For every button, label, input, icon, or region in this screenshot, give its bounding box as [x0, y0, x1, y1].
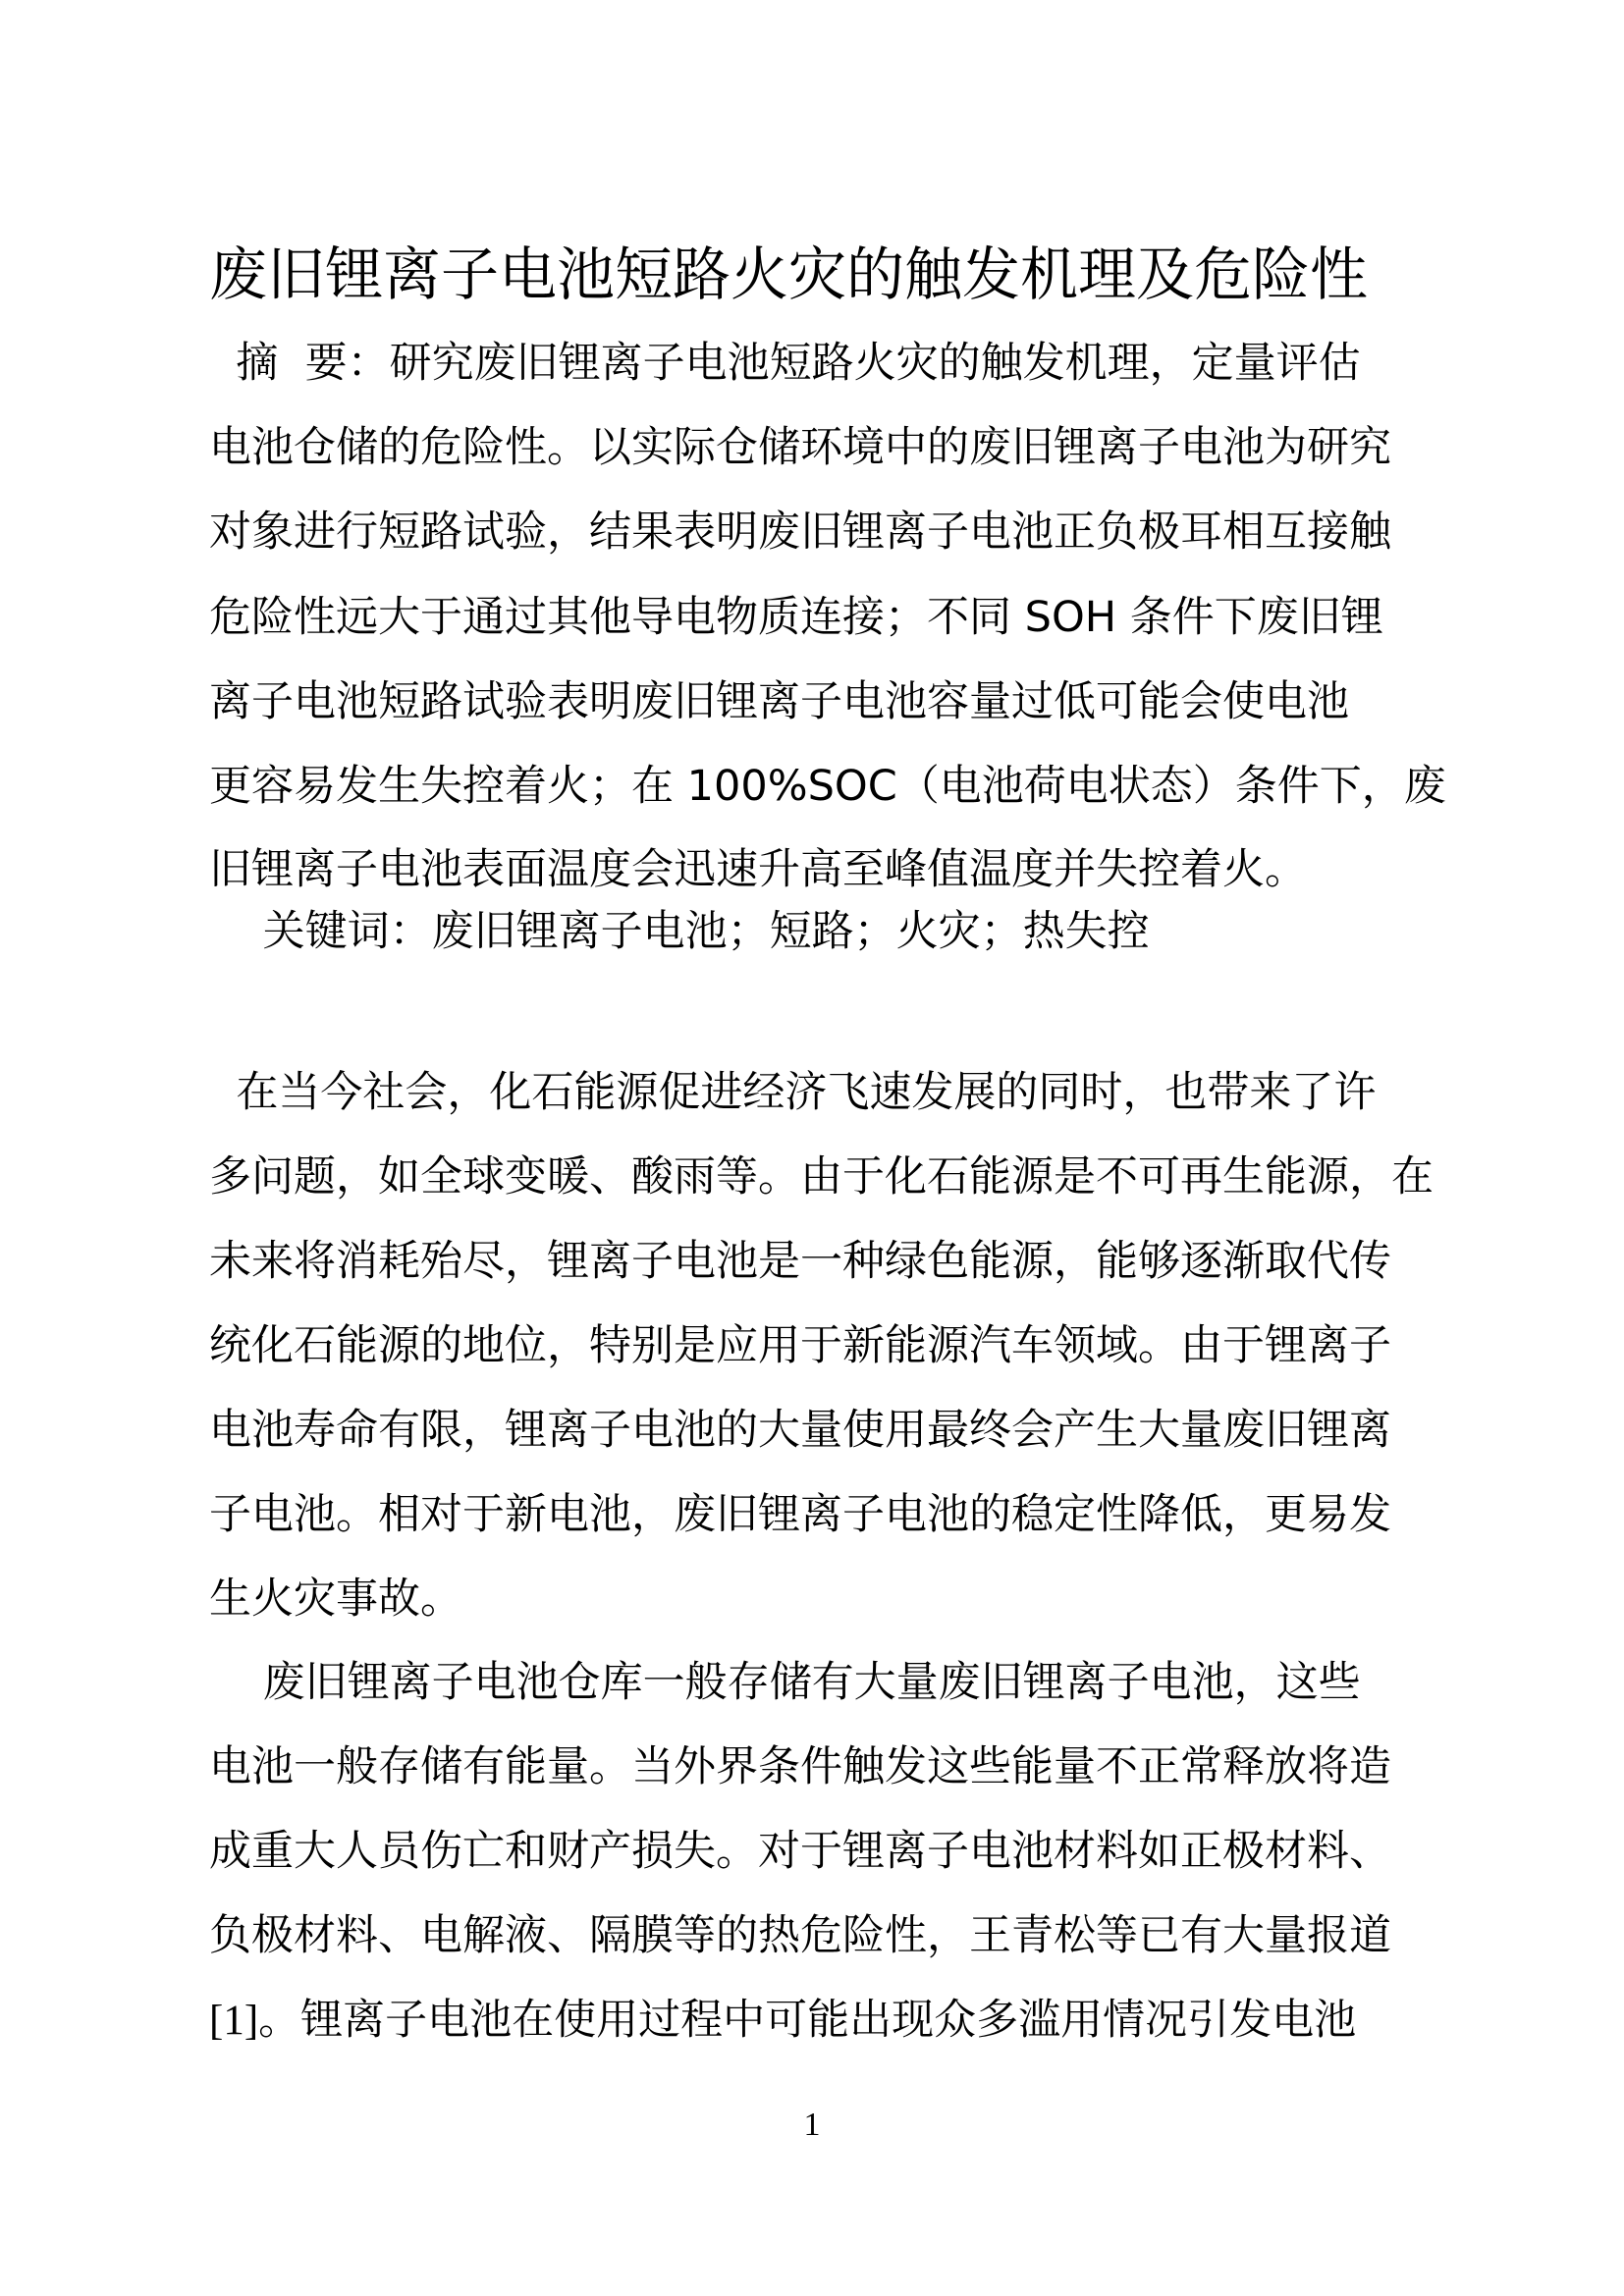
abstract-line: 摘 要：研究废旧锂离子电池短路火灾的触发机理，定量评估 [209, 339, 1361, 388]
abstract-line: 电池仓储的危险性。以实际仓储环境中的废旧锂离子电池为研究 [209, 423, 1391, 472]
body-line: 生火灾事故。 [209, 1575, 462, 1624]
citation-reference: [1] [209, 1998, 259, 2044]
document-title: 废旧锂离子电池短路火灾的触发机理及危险性 [209, 240, 1369, 308]
body-line: 电池寿命有限，锂离子电池的大量使用最终会产生大量废旧锂离 [209, 1406, 1391, 1455]
body-line: 电池一般存储有能量。当外界条件触发这些能量不正常释放将造 [209, 1742, 1391, 1791]
body-line: 成重大人员伤亡和财产损失。对于锂离子电池材料如正极材料、 [209, 1827, 1391, 1876]
body-line: 多问题，如全球变暖、酸雨等。由于化石能源是不可再生能源，在 [209, 1152, 1434, 1201]
body-line: 子电池。相对于新电池，废旧锂离子电池的稳定性降低，更易发 [209, 1490, 1391, 1539]
body-line: 统化石能源的地位，特别是应用于新能源汽车领域。由于锂离子 [209, 1321, 1391, 1370]
body-line [209, 1991, 1427, 2051]
body-line: 未来将消耗殆尽，锂离子电池是一种绿色能源，能够逐渐取代传 [209, 1237, 1391, 1286]
abstract-line: 更容易发生失控着火；在 100%SOC（电池荷电状态）条件下，废 [209, 762, 1446, 811]
body-line: 废旧锂离子电池仓库一般存储有大量废旧锂离子电池，这些 [209, 1658, 1361, 1707]
keywords-line: 关键词：废旧锂离子电池；短路；火灾；热失控 [209, 907, 1150, 956]
abstract-line: 旧锂离子电池表面温度会迅速升高至峰值温度并失控着火。 [209, 845, 1307, 894]
abstract-line: 离子电池短路试验表明废旧锂离子电池容量过低可能会使电池 [209, 677, 1349, 726]
body-line-text: 。锂离子电池在使用过程中可能出现众多滥用情况引发电池 [258, 1996, 1357, 2045]
body-line: 负极材料、电解液、隔膜等的热危险性，王青松等已有大量报道 [209, 1911, 1391, 1960]
page-number: 1 [803, 2107, 821, 2143]
abstract-line: 危险性远大于通过其他导电物质连接；不同 SOH 条件下废旧锂 [209, 593, 1383, 642]
abstract-line: 对象进行短路试验，结果表明废旧锂离子电池正负极耳相互接触 [209, 507, 1391, 557]
body-line: 在当今社会，化石能源促进经济飞速发展的同时，也带来了许 [209, 1068, 1377, 1117]
